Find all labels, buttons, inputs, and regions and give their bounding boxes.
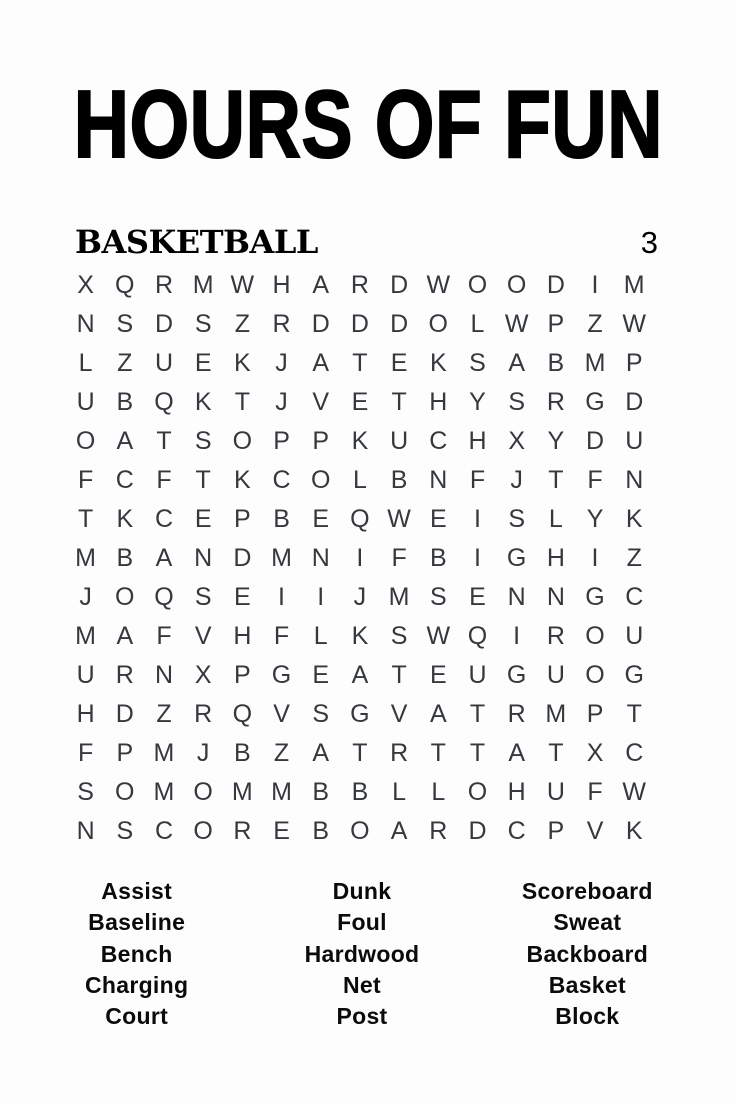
grid-letter: I xyxy=(278,583,285,611)
grid-letter: R xyxy=(507,700,526,728)
grid-letter: N xyxy=(154,661,173,689)
grid-letter: O xyxy=(506,271,527,299)
grid-letter: Z xyxy=(117,349,133,377)
grid-letter: O xyxy=(232,427,253,455)
grid-letter: A xyxy=(116,427,134,455)
grid-letter: Z xyxy=(626,544,642,572)
grid-letter: D xyxy=(390,310,409,338)
grid-letter: Q xyxy=(154,388,174,416)
grid-letter: T xyxy=(234,388,250,416)
grid-letter: H xyxy=(507,778,526,806)
grid-letter: L xyxy=(548,505,563,533)
grid-letter: F xyxy=(156,466,172,494)
grid-letter: P xyxy=(547,817,565,845)
grid-letter: P xyxy=(312,427,330,455)
grid-letter: L xyxy=(78,349,93,377)
grid-letter: D xyxy=(233,544,252,572)
grid-letter: F xyxy=(391,544,407,572)
grid-letter: S xyxy=(469,349,486,377)
word-list-item: Block xyxy=(555,1003,620,1030)
grid-letter: B xyxy=(547,349,565,377)
grid-letter: D xyxy=(586,427,605,455)
grid-letter: P xyxy=(116,739,134,767)
grid-letter: J xyxy=(510,466,523,494)
grid-letter: A xyxy=(351,661,369,689)
word-list-item: Dunk xyxy=(332,878,392,904)
word-list xyxy=(24,876,700,1032)
word-list-column-1 xyxy=(24,876,249,1032)
grid-letter: C xyxy=(115,466,134,494)
grid-letter: A xyxy=(155,544,173,572)
grid-letter: R xyxy=(390,739,409,767)
grid-letter: W xyxy=(622,778,647,806)
grid-letter: C xyxy=(625,739,644,767)
grid-letter: E xyxy=(273,817,290,845)
word-list-item: Backboard xyxy=(526,940,649,967)
grid-letter: Q xyxy=(467,622,488,650)
grid-letter: O xyxy=(310,466,331,494)
word-list-item: Sweat xyxy=(553,909,622,936)
grid-letter: P xyxy=(547,310,565,338)
grid-letter: M xyxy=(271,778,292,806)
word-list-column-2 xyxy=(249,876,474,1032)
grid-letter: M xyxy=(584,349,606,377)
grid-letter: E xyxy=(390,349,408,377)
grid-letter: M xyxy=(75,544,96,572)
grid-letter: A xyxy=(508,349,525,377)
puzzle-number: 3 xyxy=(640,225,658,260)
word-list-item: Bench xyxy=(100,940,173,967)
grid-letter: R xyxy=(350,271,369,299)
grid-letter: W xyxy=(426,271,451,299)
grid-letter: E xyxy=(312,505,330,533)
grid-letter: T xyxy=(391,388,407,416)
grid-letter: M xyxy=(192,271,214,299)
grid-letter: C xyxy=(429,427,448,455)
puzzle-header xyxy=(75,223,658,261)
grid-letter: O xyxy=(75,427,96,455)
word-list-item: Charging xyxy=(84,971,189,998)
grid-letter: D xyxy=(546,271,565,299)
grid-letter: Q xyxy=(154,583,174,611)
grid-letter: G xyxy=(271,661,292,689)
page-title xyxy=(0,71,736,201)
grid-letter: V xyxy=(586,817,604,845)
grid-letter: L xyxy=(431,778,446,806)
grid-letter: F xyxy=(77,466,94,494)
grid-letter: E xyxy=(429,505,447,533)
grid-letter: B xyxy=(116,388,134,416)
word-list-item: Court xyxy=(105,1003,169,1030)
grid-letter: P xyxy=(273,427,290,455)
grid-letter: E xyxy=(312,661,330,689)
grid-letter: I xyxy=(513,622,521,650)
grid-letter: W xyxy=(230,271,255,299)
grid-letter: T xyxy=(469,739,486,767)
grid-letter: M xyxy=(153,778,175,806)
grid-letter: X xyxy=(194,661,212,689)
grid-letter: O xyxy=(193,817,213,845)
grid-letter: R xyxy=(272,310,291,338)
grid-letter: Z xyxy=(273,739,290,767)
grid-letter: O xyxy=(467,778,488,806)
grid-letter: B xyxy=(234,739,251,767)
grid-letter: S xyxy=(194,427,212,455)
grid-letter: R xyxy=(233,817,252,845)
grid-letter: U xyxy=(546,661,565,689)
grid-letter: T xyxy=(626,700,642,728)
word-list-item: Assist xyxy=(101,878,173,904)
grid-letter: H xyxy=(546,544,565,572)
grid-letter: M xyxy=(623,271,645,299)
grid-letter: F xyxy=(469,466,486,494)
page-title-text: HOURS OF FUN xyxy=(73,71,663,178)
grid-letter: U xyxy=(154,349,173,377)
grid-letter: U xyxy=(625,622,644,650)
grid-letter: U xyxy=(390,427,409,455)
grid-letter: M xyxy=(388,583,410,611)
grid-letter: Q xyxy=(232,700,253,728)
grid-letter: X xyxy=(586,739,604,767)
grid-letter: O xyxy=(467,271,488,299)
grid-letter: W xyxy=(426,622,451,650)
grid-letter: E xyxy=(194,349,212,377)
grid-letter: K xyxy=(194,388,212,416)
grid-letter: F xyxy=(156,622,172,650)
grid-letter: D xyxy=(115,700,134,728)
grid-letter: U xyxy=(625,427,644,455)
grid-letter: K xyxy=(234,466,251,494)
word-search-grid xyxy=(66,266,654,851)
grid-letter: V xyxy=(312,388,330,416)
grid-letter: K xyxy=(625,505,643,533)
grid-letter: L xyxy=(392,778,407,806)
grid-letter: B xyxy=(390,466,408,494)
grid-letter: I xyxy=(473,505,481,533)
grid-letter: R xyxy=(429,817,448,845)
grid-letter: V xyxy=(390,700,408,728)
grid-letter: U xyxy=(546,778,565,806)
grid-letter: T xyxy=(195,466,211,494)
grid-letter: B xyxy=(351,778,369,806)
grid-letter: G xyxy=(506,544,527,572)
grid-letter: D xyxy=(350,310,369,338)
grid-letter: S xyxy=(312,700,330,728)
grid-letter: N xyxy=(546,583,565,611)
grid-letter: C xyxy=(272,466,291,494)
grid-letter: A xyxy=(312,349,330,377)
grid-letter: U xyxy=(76,388,95,416)
grid-letter: B xyxy=(312,817,330,845)
grid-letter: F xyxy=(587,778,603,806)
grid-letter: I xyxy=(591,544,599,572)
grid-letter: X xyxy=(77,271,94,299)
grid-letter: H xyxy=(468,427,487,455)
grid-letter: O xyxy=(350,817,370,845)
grid-letter: L xyxy=(470,310,485,338)
grid-letter: T xyxy=(352,349,368,377)
grid-letter: S xyxy=(390,622,408,650)
grid-letter: P xyxy=(234,505,251,533)
grid-letter: E xyxy=(351,388,369,416)
grid-letter: O xyxy=(585,661,605,689)
grid-letter: J xyxy=(275,388,288,416)
grid-letter: F xyxy=(77,739,94,767)
grid-letter: T xyxy=(548,466,564,494)
grid-letter: T xyxy=(156,427,172,455)
grid-letter: D xyxy=(625,388,644,416)
grid-letter: H xyxy=(429,388,448,416)
grid-letter: S xyxy=(429,583,447,611)
grid-letter: J xyxy=(353,583,367,611)
word-list-item: Post xyxy=(336,1003,388,1030)
grid-letter: D xyxy=(311,310,330,338)
grid-letter: C xyxy=(625,583,644,611)
grid-letter: W xyxy=(622,310,647,338)
grid-letter: S xyxy=(508,505,525,533)
grid-letter: K xyxy=(351,622,369,650)
grid-letter: T xyxy=(391,661,407,689)
grid-letter: S xyxy=(77,778,94,806)
grid-letter: A xyxy=(116,622,134,650)
grid-letter: S xyxy=(508,388,525,416)
grid-letter: U xyxy=(76,661,95,689)
grid-letter: W xyxy=(387,505,411,533)
grid-letter: H xyxy=(272,271,291,299)
grid-letter: A xyxy=(508,739,525,767)
grid-letter: E xyxy=(194,505,212,533)
grid-letter: R xyxy=(115,661,134,689)
grid-letter: C xyxy=(507,817,526,845)
grid-letter: C xyxy=(154,817,173,845)
grid-letter: K xyxy=(429,349,447,377)
grid-letter: R xyxy=(194,700,213,728)
grid-letter: F xyxy=(273,622,290,650)
grid-letter: S xyxy=(194,310,212,338)
grid-letter: I xyxy=(591,271,599,299)
grid-letter: K xyxy=(234,349,251,377)
grid-letter: H xyxy=(76,700,95,728)
grid-letter: V xyxy=(273,700,290,728)
grid-letter: D xyxy=(468,817,487,845)
grid-letter: Y xyxy=(547,427,565,455)
grid-letter: J xyxy=(196,739,210,767)
puzzle-category: BASKETBALL xyxy=(75,223,318,261)
grid-letter: N xyxy=(429,466,448,494)
grid-letter: I xyxy=(356,544,364,572)
grid-letter: B xyxy=(273,505,290,533)
grid-letter: X xyxy=(508,427,525,455)
grid-letter: M xyxy=(231,778,253,806)
grid-letter: T xyxy=(430,739,446,767)
grid-letter: R xyxy=(546,622,565,650)
grid-letter: K xyxy=(625,817,643,845)
word-list-item: Basket xyxy=(548,971,626,998)
grid-letter: U xyxy=(468,661,487,689)
grid-letter: G xyxy=(585,583,605,611)
grid-letter: O xyxy=(193,778,213,806)
grid-letter: N xyxy=(625,466,644,494)
grid-letter: G xyxy=(506,661,527,689)
grid-letter: T xyxy=(77,505,94,533)
grid-letter: R xyxy=(546,388,565,416)
grid-letter: S xyxy=(116,310,134,338)
word-list-item: Scoreboard xyxy=(521,878,653,904)
grid-letter: E xyxy=(469,583,486,611)
grid-letter: P xyxy=(234,661,251,689)
grid-letter: O xyxy=(585,622,605,650)
grid-letter: J xyxy=(79,583,92,611)
word-list-item: Hardwood xyxy=(304,940,420,967)
grid-letter: A xyxy=(429,700,447,728)
grid-letter: P xyxy=(586,700,604,728)
grid-letter: Q xyxy=(350,505,370,533)
grid-letter: A xyxy=(390,817,408,845)
grid-letter: Y xyxy=(586,505,604,533)
grid-letter: G xyxy=(585,388,605,416)
grid-letter: M xyxy=(75,622,96,650)
grid-letter: J xyxy=(275,349,288,377)
grid-letter: E xyxy=(429,661,447,689)
grid-letter: Q xyxy=(115,271,135,299)
grid-letter: M xyxy=(545,700,567,728)
grid-letter: I xyxy=(473,544,481,572)
word-list-item: Net xyxy=(343,971,381,998)
grid-letter: N xyxy=(507,583,526,611)
grid-letter: K xyxy=(116,505,134,533)
grid-letter: L xyxy=(313,622,328,650)
grid-letter: O xyxy=(115,583,135,611)
grid-letter: W xyxy=(504,310,529,338)
grid-letter: K xyxy=(351,427,369,455)
word-list-item: Baseline xyxy=(88,909,186,936)
grid-letter: M xyxy=(271,544,292,572)
grid-letter: Z xyxy=(156,700,172,728)
grid-letter: R xyxy=(154,271,173,299)
grid-letter: E xyxy=(234,583,251,611)
grid-letter: V xyxy=(194,622,212,650)
grid-letter: B xyxy=(116,544,134,572)
grid-letter: B xyxy=(429,544,447,572)
grid-letter: O xyxy=(115,778,135,806)
grid-letter: G xyxy=(624,661,644,689)
grid-letter: D xyxy=(390,271,409,299)
grid-letter: S xyxy=(194,583,212,611)
grid-letter: I xyxy=(317,583,325,611)
grid-letter: A xyxy=(312,739,330,767)
grid-letter: Z xyxy=(234,310,250,338)
grid-letter: Y xyxy=(469,388,486,416)
grid-letter: Z xyxy=(587,310,603,338)
grid-letter: T xyxy=(548,739,564,767)
grid-letter: P xyxy=(625,349,643,377)
grid-letter: S xyxy=(116,817,134,845)
grid-letter: N xyxy=(76,817,95,845)
word-list-column-3 xyxy=(475,876,700,1032)
grid-letter: N xyxy=(311,544,330,572)
grid-letter: T xyxy=(469,700,486,728)
grid-letter: G xyxy=(350,700,370,728)
grid-letter: F xyxy=(587,466,603,494)
grid-letter: O xyxy=(428,310,448,338)
grid-letter: M xyxy=(153,739,175,767)
grid-letter: L xyxy=(352,466,367,494)
grid-letter: T xyxy=(352,739,368,767)
word-list-item: Foul xyxy=(337,909,387,936)
grid-letter: B xyxy=(312,778,330,806)
grid-letter: N xyxy=(194,544,213,572)
grid-letter: N xyxy=(76,310,95,338)
grid-letter: C xyxy=(154,505,173,533)
grid-letter: H xyxy=(233,622,252,650)
grid-letter: A xyxy=(312,271,330,299)
grid-letter: D xyxy=(154,310,173,338)
